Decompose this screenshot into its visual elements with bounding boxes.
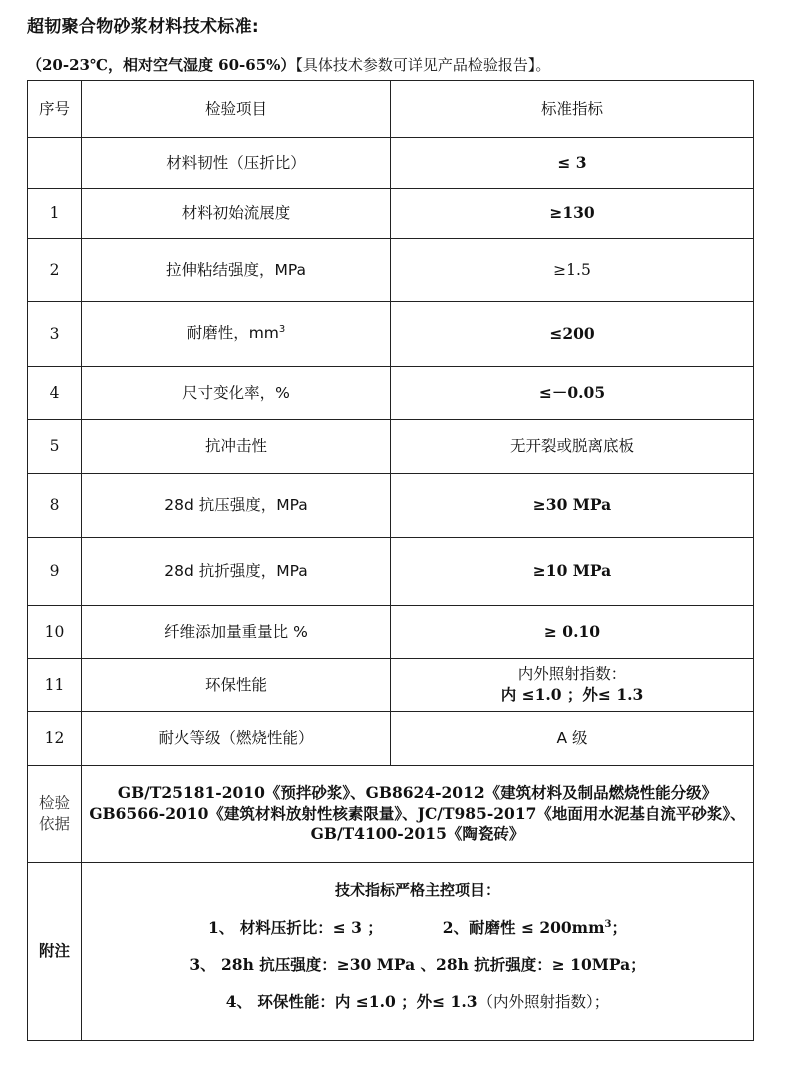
note-item-2: 3、 28h 抗压强度：≥30 MPa 、28h 抗折强度：≥ 10MPa； [189, 955, 646, 975]
notes-content [82, 863, 754, 1041]
row-no: 5 [28, 420, 82, 474]
row-item: 环保性能 [82, 659, 391, 712]
notes-heading: 技术指标严格主控项目： [334, 880, 500, 899]
table-row [28, 367, 754, 420]
note-item-1b-sup: 3 [604, 919, 612, 931]
note-item-1b: 2、耐磨性 ≤ 200mm [442, 918, 605, 938]
header-item: 检验项目 [82, 81, 391, 138]
table-row [28, 712, 754, 766]
header-standard: 标准指标 [391, 81, 754, 138]
row-item-text: 耐磨性，mm [186, 324, 279, 343]
note-item-3 [82, 992, 753, 1013]
row-standard: ≤200 [391, 302, 754, 367]
basis-row [28, 766, 754, 863]
row-standard: A 级 [391, 712, 754, 766]
note-item-1 [82, 918, 753, 939]
row-no: 9 [28, 538, 82, 606]
row-item: 纤维添加量重量比 % [82, 606, 391, 659]
notes-label: 附注 [28, 863, 82, 1041]
row-standard: ≥130 [391, 189, 754, 239]
row-standard: ≥30 MPa [391, 474, 754, 538]
table-row [28, 420, 754, 474]
table-row [28, 659, 754, 712]
env-index-label: 内外照射指数： [517, 665, 627, 684]
row-item: 尺寸变化率，% [82, 367, 391, 420]
row-standard: ≥10 MPa [391, 538, 754, 606]
row-standard: ≤ 3 [391, 138, 754, 189]
row-standard [391, 659, 754, 712]
row-item: 耐火等级（燃烧性能） [82, 712, 391, 766]
row-no: 11 [28, 659, 82, 712]
row-item: 拉伸粘结强度，MPa [82, 239, 391, 302]
table-row [28, 138, 754, 189]
row-no: 12 [28, 712, 82, 766]
row-no: 1 [28, 189, 82, 239]
row-no: 8 [28, 474, 82, 538]
row-item: 28d 抗折强度，MPa [82, 538, 391, 606]
note-item-1a: 1、 材料压折比：≤ 3 ； [208, 918, 383, 938]
notes-row [28, 863, 754, 1041]
spec-table [27, 80, 754, 1041]
conditions-note: 【具体技术参数可详见产品检验报告】。 [295, 56, 551, 74]
basis-label [28, 766, 82, 863]
row-item: 28d 抗压强度，MPa [82, 474, 391, 538]
basis-label-line1: 检验 [38, 794, 70, 813]
row-item: 材料韧性（压折比） [82, 138, 391, 189]
header-no: 序号 [28, 81, 82, 138]
basis-label-line2: 依据 [38, 815, 70, 833]
row-no: 10 [28, 606, 82, 659]
row-no: 2 [28, 239, 82, 302]
table-row [28, 538, 754, 606]
row-standard: 无开裂或脱离底板 [391, 420, 754, 474]
table-row [28, 606, 754, 659]
table-row [28, 474, 754, 538]
table-row [28, 302, 754, 367]
note-item-3-paren: （内外照射指数）； [477, 993, 610, 1012]
test-conditions [27, 54, 550, 75]
row-item [82, 302, 391, 367]
note-item-3-main: 4、 环保性能：内 ≤1.0 ；外≤ 1.3 [225, 992, 478, 1012]
basis-text: GB/T25181-2010《预拌砂浆》、GB8624-2012《建筑材料及制品燃烧性能分级》GB6566-2010《建筑材料放射性核素限量》、JC/T985-2017《地面用水泥基自流平砂浆》、GB/T4100-2015《陶瓷砖》 [82, 766, 754, 863]
row-no: 4 [28, 367, 82, 420]
table-header-row [28, 81, 754, 138]
table-row [28, 239, 754, 302]
row-standard: ≤－0.05 [391, 367, 754, 420]
note-item-1b-end: ； [611, 918, 627, 938]
env-index-values: 内 ≤1.0 ；外≤ 1.3 [500, 685, 644, 704]
row-no: 3 [28, 302, 82, 367]
row-item-sup: 3 [278, 324, 286, 336]
row-standard: ≥ 0.10 [391, 606, 754, 659]
conditions-text: （20-23℃，相对空气湿度 60-65%） [27, 56, 296, 74]
row-item: 材料初始流展度 [82, 189, 391, 239]
document-title: 超韧聚合物砂浆材料技术标准: [27, 17, 259, 37]
table-row [28, 189, 754, 239]
row-item: 抗冲击性 [82, 420, 391, 474]
row-no [28, 138, 82, 189]
row-standard: ≥1.5 [391, 239, 754, 302]
